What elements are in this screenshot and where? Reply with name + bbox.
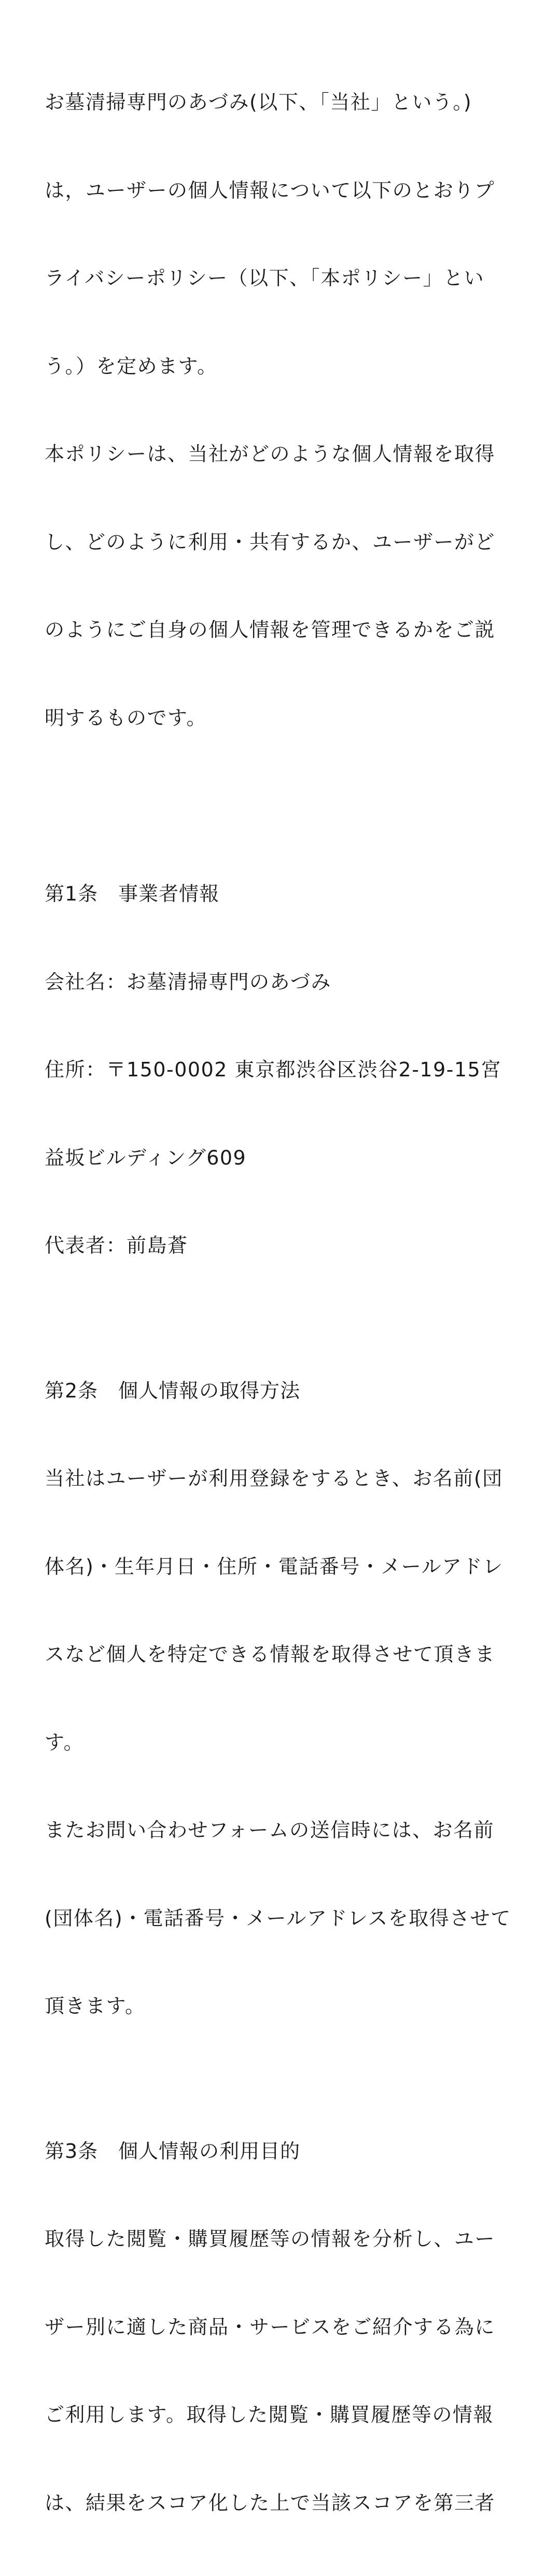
article-line: 益坂ビルディング609 bbox=[45, 1143, 516, 1173]
article-line: 頂きます。 bbox=[45, 1991, 516, 2021]
intro-line: お墓清掃専門のあづみ(以下、「当社」という。) bbox=[45, 88, 516, 117]
article-heading: 第2条 個人情報の取得方法 bbox=[45, 1376, 516, 1406]
article-heading: 第3条 個人情報の利用目的 bbox=[45, 2137, 516, 2166]
intro-line: は，ユーザーの個人情報について以下のとおりプ bbox=[45, 176, 516, 205]
article-body bbox=[45, 1405, 516, 2080]
article-1-business-info bbox=[45, 879, 516, 1319]
intro-line: ライバシーポリシー（以下、「本ポリシー」とい bbox=[45, 264, 516, 293]
article-line: 住所：〒150-0002 東京都渋谷区渋谷2-19-15宮 bbox=[45, 1055, 516, 1085]
article-2-acquisition-method bbox=[45, 1376, 516, 2080]
article-line: 代表者：前島蒼 bbox=[45, 1231, 516, 1261]
article-line: スなど個人を特定できる情報を取得させて頂きま bbox=[45, 1640, 516, 1669]
intro-line: のようにご自身の個人情報を管理できるかをご説 bbox=[45, 615, 516, 645]
article-3-purpose-of-use bbox=[45, 2137, 516, 2576]
article-heading: 第1条 事業者情報 bbox=[45, 879, 516, 909]
article-line: 会社名：お墓清掃専門のあづみ bbox=[45, 967, 516, 997]
article-body bbox=[45, 909, 516, 1319]
article-line: は、結果をスコア化した上で当該スコアを第三者 bbox=[45, 2488, 516, 2518]
privacy-policy-page bbox=[0, 0, 560, 996]
article-line: 取得した閲覧・購買履歴等の情報を分析し、ユー bbox=[45, 2224, 516, 2254]
intro-line: し、どのように利用・共有するか、ユーザーがど bbox=[45, 528, 516, 557]
article-line: ザー別に適した商品・サービスをご紹介する為に bbox=[45, 2312, 516, 2342]
intro-line: 本ポリシーは、当社がどのような個人情報を取得 bbox=[45, 439, 516, 469]
article-line: 体名)・生年月日・住所・電話番号・メールアドレ bbox=[45, 1552, 516, 1582]
article-line: 当社はユーザーが利用登録をするとき、お名前(団 bbox=[45, 1464, 516, 1493]
article-body bbox=[45, 2166, 516, 2576]
article-line: またお問い合わせフォームの送信時には、お名前 bbox=[45, 1816, 516, 1845]
intro-line: う。）を定めます。 bbox=[45, 352, 516, 381]
article-line: す。 bbox=[45, 1728, 516, 1757]
article-line: ご利用します。取得した閲覧・購買履歴等の情報 bbox=[45, 2400, 516, 2430]
intro-line: 明するものです。 bbox=[45, 703, 516, 733]
intro-paragraph bbox=[45, 29, 516, 791]
article-line: (団体名)・電話番号・メールアドレスを取得させて bbox=[45, 1904, 516, 1933]
